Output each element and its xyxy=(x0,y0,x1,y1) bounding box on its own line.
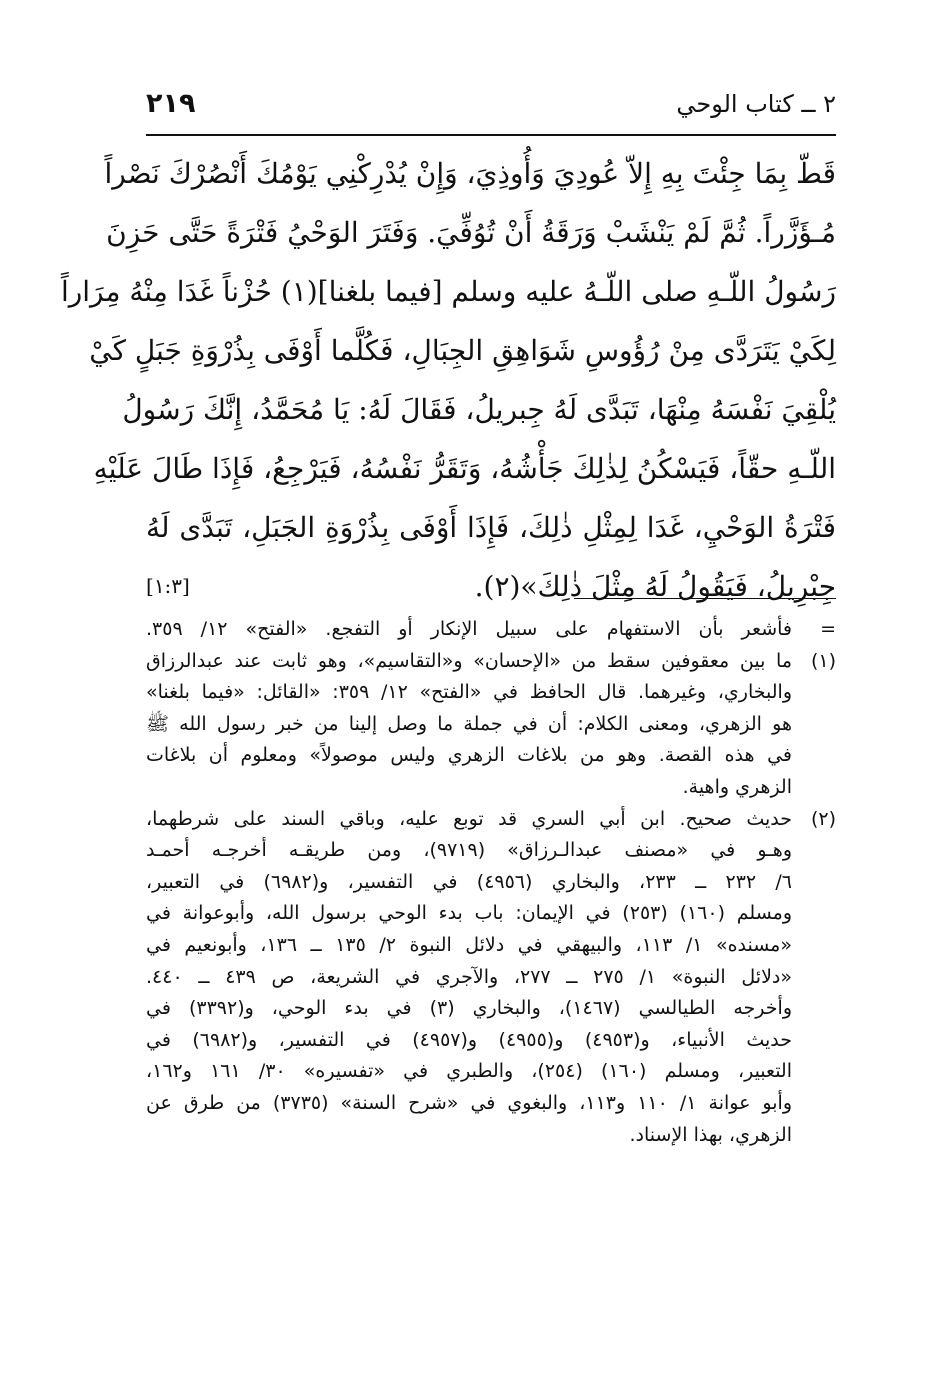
footnote-marker: (٢) xyxy=(810,807,836,830)
main-text-line: لِكَيْ يَتَرَدَّى مِنْ رُؤُوسِ شَوَاهِقِ الجِبَالِ، فَكُلَّما أَوْفَى بِذُرْوَةِ جَبَلٍ كَيْ xyxy=(89,334,836,367)
footnote-line xyxy=(146,804,836,836)
footnote-line: وهـو في «مصنف عبدالـرزاق» (٩٧١٩)، ومن طريقـه أخرجـه أحمـد xyxy=(146,839,792,862)
footnote-line: «مسنده» ١/ ١١٣، والبيهقي في دلائل النبوة ٢/ ١٣٥ ــ ١٣٦، وأبونعيم في xyxy=(146,933,792,956)
footnote-marker: = xyxy=(820,618,836,640)
footnotes xyxy=(146,614,836,1151)
main-text xyxy=(60,144,836,616)
main-text-line: جِبْرِيلُ، فَيَقُولُ لَهُ مِثْلَ ذٰلِكَ»(٢). xyxy=(474,570,836,603)
footnote-text: ما بين معقوفين سقط من «الإحسان» و«التقاسيم»، وهو ثابت عند عبدالرزاق xyxy=(146,649,792,672)
footnote-line: الزهري، بهذا الإسناد. xyxy=(629,1123,792,1146)
running-title: ٢ ــ كتاب الوحي xyxy=(676,90,836,118)
footnote-line: هو الزهري، ومعنى الكلام: أن في جملة ما وصل إلينا من خبر رسول الله ﷺ xyxy=(146,712,792,735)
footnote-line: وأبو عوانة ١/ ١١٠ و١١٣، والبغوي في «شرح السنة» (٣٧٣٥) من طرق عن xyxy=(146,1091,792,1114)
main-text-line: يُلْقِيَ نَفْسَهُ مِنْهَا، تَبَدَّى لَهُ جِبريلُ، فَقَالَ لَهُ: يَا مُحَمَّدُ، إِنَّكَ رَسُولُ xyxy=(122,393,836,426)
footnote-line: وأخرجه الطيالسي (١٤٦٧)، والبخاري (٣) في بدء الوحي، و(٣٣٩٢) في xyxy=(146,997,792,1020)
footnote-text: فأشعر بأن الاستفهام على سبيل الإنكار أو التفجع. «الفتح» ١٢/ ٣٥٩. xyxy=(146,618,792,640)
header-rule xyxy=(146,134,836,136)
footnote-marker: (١) xyxy=(810,649,836,672)
footnote-line: الزهري واهية. xyxy=(682,775,792,798)
main-text-line: مُـؤَزَّراً. ثُمَّ لَمْ يَنْشَبْ وَرَقَةُ أَنْ تُوُفِّيَ. وَفَتَرَ الوَحْيُ فَتْرَةً حَتَّى حَزِنَ xyxy=(106,216,836,249)
footnote-line: ٦/ ٢٣٢ ــ ٢٣٣، والبخاري (٤٩٥٦) في التفسير، و(٦٩٨٢) في التعبير، xyxy=(146,870,792,893)
main-text-line: فَتْرَةُ الوَحْيِ، غَدَا لِمِثْلِ ذٰلِكَ، فَإِذَا أَوْفَى بِذُرْوَةِ الجَبَلِ، تَبَدَّى لَهُ xyxy=(146,511,836,544)
footnote-separator xyxy=(574,598,836,599)
footnote-line: «دلائل النبوة» ١/ ٢٧٥ ــ ٢٧٧، والآجري في الشريعة، ص ٤٣٩ ــ ٤٤٠. xyxy=(146,965,793,988)
footnote-line: ومسلم (١٦٠) (٢٥٣) في الإيمان: باب بدء الوحي برسول الله، وأبوعوانة في xyxy=(146,902,792,925)
footnote-line xyxy=(146,614,836,646)
footnote-line xyxy=(146,646,836,678)
footnote-line: والبخاري، وغيرهما. قال الحافظ في «الفتح» ١٢/ ٣٥٩: «القائل: «فيما بلغنا» xyxy=(146,681,792,704)
main-text-line: قَطّ بِمَا جِئْتَ بِهِ إِلاّ عُودِيَ وَأُوذِيَ، وَإِنْ يُدْرِكْنِي يَوْمُكَ أَنْصُرْكَ نَصْراً xyxy=(104,157,836,190)
main-text-line: رَسُولُ اللّـهِ صلى اللّـهُ عليه وسلم [فيما بلغنا](١) حُزْناً غَدَا مِنْهُ مِرَاراً xyxy=(60,275,836,308)
main-text-line: اللّـهِ حقّاً، فَيَسْكُنُ لِذٰلِكَ جَأْشُهُ، وَتَقَرُّ نَفْسُهُ، فَيَرْجِعُ، فَإِذَا طَالَ عَلَيْهِ xyxy=(93,452,836,485)
hadith-reference: [١:٣] xyxy=(146,574,190,598)
page-number: ٢١٩ xyxy=(146,88,196,119)
footnote-line: حديث الأنبياء، و(٤٩٥٣) و(٤٩٥٥) و(٤٩٥٧) في التفسير، و(٦٩٨٢) في xyxy=(146,1028,792,1051)
page-header xyxy=(146,88,836,128)
footnote-line: في هذه القصة. وهو من بلاغات الزهري وليس موصولاً» ومعلوم أن بلاغات xyxy=(146,744,792,767)
footnote-line: التعبير، ومسلم (١٦٠) (٢٥٤)، والطبري في «تفسيره» ٣٠/ ١٦١ و١٦٢، xyxy=(146,1060,793,1083)
main-text-last-line xyxy=(146,557,836,616)
footnote-text: حديث صحيح. ابن أبي السري قد توبع عليه، وباقي السند على شرطهما، xyxy=(146,807,792,830)
